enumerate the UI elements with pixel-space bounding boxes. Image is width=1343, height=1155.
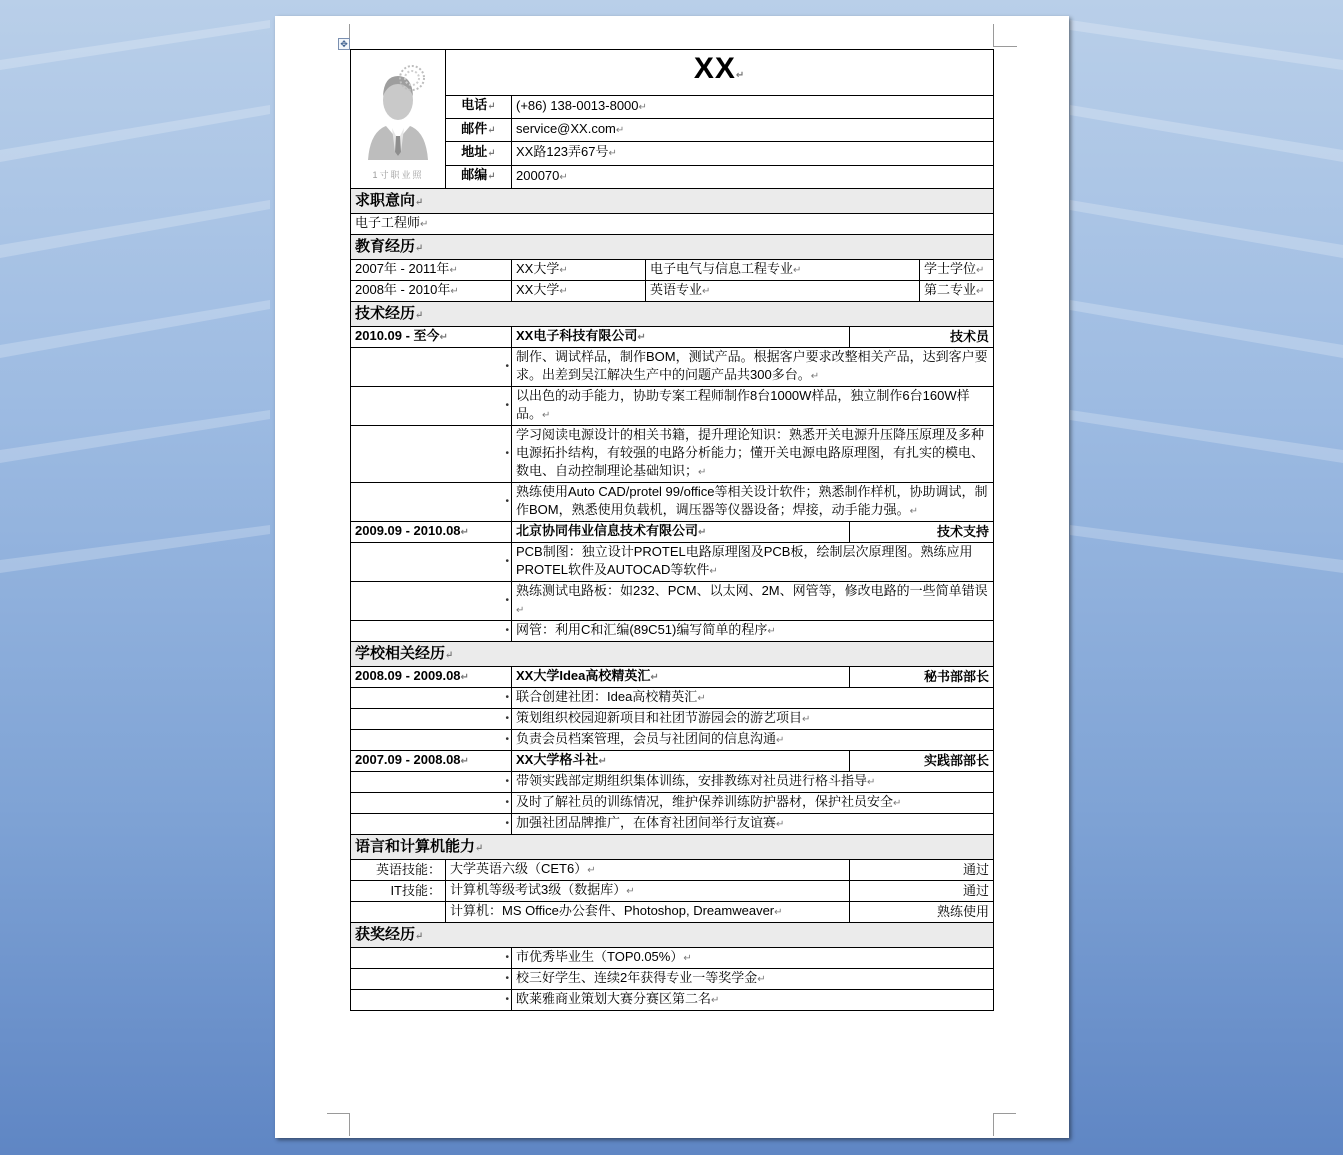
bullet-marker: • [351, 793, 512, 814]
document-page [275, 16, 1069, 1138]
section-title-objective[interactable]: 求职意向↵ [351, 189, 994, 214]
objective-value[interactable]: 电子工程师↵ [351, 214, 994, 235]
bullet-row [351, 387, 994, 426]
photo-caption: 1寸职业照 [372, 170, 424, 180]
bullet-marker: • [351, 990, 512, 1011]
bullet-marker: • [351, 772, 512, 793]
bullet-text[interactable]: 以出色的动手能力，协助专案工程师制作8台1000W样品，独立制作6台160W样品。↵ [512, 387, 994, 426]
job-period[interactable]: 2010.09 - 至今↵ [351, 327, 512, 348]
section-title-tech[interactable]: 技术经历↵ [351, 302, 994, 327]
job-header-row [351, 327, 994, 348]
photo-cell[interactable] [351, 50, 446, 189]
skill-row [351, 860, 994, 881]
bullet-marker: • [351, 948, 512, 969]
bullet-marker: • [351, 730, 512, 751]
contact-value-phone[interactable]: (+86) 138-0013-8000↵ [512, 95, 994, 118]
education-degree[interactable]: 学士学位↵ [920, 260, 994, 281]
activity-period[interactable]: 2008.09 - 2009.08↵ [351, 667, 512, 688]
award-row [351, 948, 994, 969]
section-title-awards[interactable]: 获奖经历↵ [351, 923, 994, 948]
bullet-text[interactable]: 联合创建社团：Idea高校精英汇↵ [512, 688, 994, 709]
bullet-text[interactable]: 及时了解社员的训练情况，维护保养训练防护器材，保护社员安全↵ [512, 793, 994, 814]
crop-mark-bottom-left [327, 1113, 350, 1136]
skill-row [351, 902, 994, 923]
activity-period[interactable]: 2007.09 - 2008.08↵ [351, 751, 512, 772]
bullet-marker: • [351, 543, 512, 582]
award-text[interactable]: 欧莱雅商业策划大赛分赛区第二名↵ [512, 990, 994, 1011]
skill-item[interactable]: 计算机等级考试3级（数据库）↵ [446, 881, 850, 902]
bullet-marker: • [351, 621, 512, 642]
contact-label: 地址↵ [446, 142, 512, 165]
activity-role[interactable]: 实践部部长 [850, 751, 994, 772]
resume-table [350, 49, 994, 1011]
bullet-text[interactable]: PCB制图：独立设计PROTEL电路原理图及PCB板，绘制层次原理图。熟练应用PROTEL软件及AUTOCAD等软件↵ [512, 543, 994, 582]
bullet-row [351, 793, 994, 814]
resume-table-container [350, 49, 993, 1011]
bullet-text[interactable]: 负责会员档案管理，会员与社团间的信息沟通↵ [512, 730, 994, 751]
contact-label: 邮编↵ [446, 165, 512, 188]
contact-row [351, 118, 994, 141]
job-header-row [351, 751, 994, 772]
bullet-row [351, 483, 994, 522]
skill-row [351, 881, 994, 902]
contact-label: 电话↵ [446, 95, 512, 118]
skill-label[interactable]: IT技能： [351, 881, 446, 902]
education-degree[interactable]: 第二专业↵ [920, 281, 994, 302]
award-text[interactable]: 校三好学生、连续2年获得专业一等奖学金↵ [512, 969, 994, 990]
bullet-marker: • [351, 814, 512, 835]
bullet-marker: • [351, 969, 512, 990]
bullet-row [351, 621, 994, 642]
section-title-education[interactable]: 教育经历↵ [351, 235, 994, 260]
table-move-handle-icon[interactable]: ✥ [338, 38, 350, 50]
education-major[interactable]: 电子电气与信息工程专业↵ [646, 260, 920, 281]
bullet-row [351, 582, 994, 621]
education-row [351, 281, 994, 302]
contact-label: 邮件↵ [446, 118, 512, 141]
photo-placeholder[interactable] [352, 52, 444, 188]
bullet-marker: • [351, 426, 512, 483]
job-company[interactable]: XX电子科技有限公司↵ [512, 327, 850, 348]
bullet-text[interactable]: 学习阅读电源设计的相关书籍，提升理论知识：熟悉开关电源升压降压原理及多种电源拓扑结构，有较强的电路分析能力；懂开关电源电路原理图，有扎实的模电、数电、自动控制理论基础知识；↵ [512, 426, 994, 483]
education-major[interactable]: 英语专业↵ [646, 281, 920, 302]
job-company[interactable]: 北京协同伟业信息技术有限公司↵ [512, 522, 850, 543]
bullet-marker: • [351, 348, 512, 387]
contact-row [351, 165, 994, 188]
bullet-row [351, 730, 994, 751]
bullet-text[interactable]: 熟练使用Auto CAD/protel 99/office等相关设计软件；熟悉制作样机，协助调试，制作BOM，熟悉使用负载机，调压器等仪器设备；焊接，动手能力强。↵ [512, 483, 994, 522]
education-period[interactable]: 2008年 - 2010年↵ [351, 281, 512, 302]
bullet-marker: • [351, 582, 512, 621]
bullet-row [351, 688, 994, 709]
bullet-text[interactable]: 带领实践部定期组织集体训练，安排教练对社员进行格斗指导↵ [512, 772, 994, 793]
bullet-row [351, 772, 994, 793]
contact-value-email[interactable]: service@XX.com↵ [512, 118, 994, 141]
activity-role[interactable]: 秘书部部长 [850, 667, 994, 688]
skill-item[interactable]: 大学英语六级（CET6）↵ [446, 860, 850, 881]
contact-row [351, 142, 994, 165]
skill-level[interactable]: 通过 [850, 860, 994, 881]
bullet-text[interactable]: 熟练测试电路板：如232、PCM、以太网、2M、网管等，修改电路的一些简单错误↵ [512, 582, 994, 621]
education-school[interactable]: XX大学↵ [512, 281, 646, 302]
skill-label[interactable]: 英语技能： [351, 860, 446, 881]
award-text[interactable]: 市优秀毕业生（TOP0.05%）↵ [512, 948, 994, 969]
bullet-row [351, 348, 994, 387]
job-header-row [351, 522, 994, 543]
education-school[interactable]: XX大学↵ [512, 260, 646, 281]
job-role[interactable]: 技术支持 [850, 522, 994, 543]
section-title-school[interactable]: 学校相关经历↵ [351, 642, 994, 667]
avatar-silhouette-icon [352, 52, 444, 172]
education-period[interactable]: 2007年 - 2011年↵ [351, 260, 512, 281]
activity-org[interactable]: XX大学格斗社↵ [512, 751, 850, 772]
bullet-text[interactable]: 加强社团品牌推广，在体育社团间举行友谊赛↵ [512, 814, 994, 835]
job-role[interactable]: 技术员 [850, 327, 994, 348]
contact-row [351, 95, 994, 118]
bullet-marker: • [351, 709, 512, 730]
award-row [351, 969, 994, 990]
bullet-text[interactable]: 制作、调试样品，制作BOM，测试产品。根据客户要求改整相关产品，达到客户要求。出差到吴江解决生产中的问题产品共300多台。↵ [512, 348, 994, 387]
job-header-row [351, 667, 994, 688]
skill-level[interactable]: 通过 [850, 881, 994, 902]
bullet-text[interactable]: 网管：利用C和汇编(89C51)编写简单的程序↵ [512, 621, 994, 642]
bullet-row [351, 709, 994, 730]
contact-value-address[interactable]: XX路123弄67号↵ [512, 142, 994, 165]
bullet-row [351, 543, 994, 582]
job-period[interactable]: 2009.09 - 2010.08↵ [351, 522, 512, 543]
bullet-marker: • [351, 688, 512, 709]
section-title-skills[interactable]: 语言和计算机能力↵ [351, 835, 994, 860]
contact-value-zip[interactable]: 200070↵ [512, 165, 994, 188]
crop-mark-top-right [993, 24, 1016, 46]
bullet-row [351, 814, 994, 835]
skill-level[interactable]: 熟练使用 [850, 902, 994, 923]
education-row [351, 260, 994, 281]
award-row [351, 990, 994, 1011]
candidate-name[interactable]: XX↵ [446, 50, 994, 96]
bullet-text[interactable]: 策划组织校园迎新项目和社团节游园会的游艺项目↵ [512, 709, 994, 730]
bullet-marker: • [351, 387, 512, 426]
activity-org[interactable]: XX大学Idea高校精英汇↵ [512, 667, 850, 688]
skill-item[interactable]: 计算机：MS Office办公套件、Photoshop, Dreamweaver↵ [446, 902, 850, 923]
crop-mark-bottom-right [993, 1113, 1016, 1136]
bullet-marker: • [351, 483, 512, 522]
skill-label[interactable] [351, 902, 446, 923]
bullet-row [351, 426, 994, 483]
